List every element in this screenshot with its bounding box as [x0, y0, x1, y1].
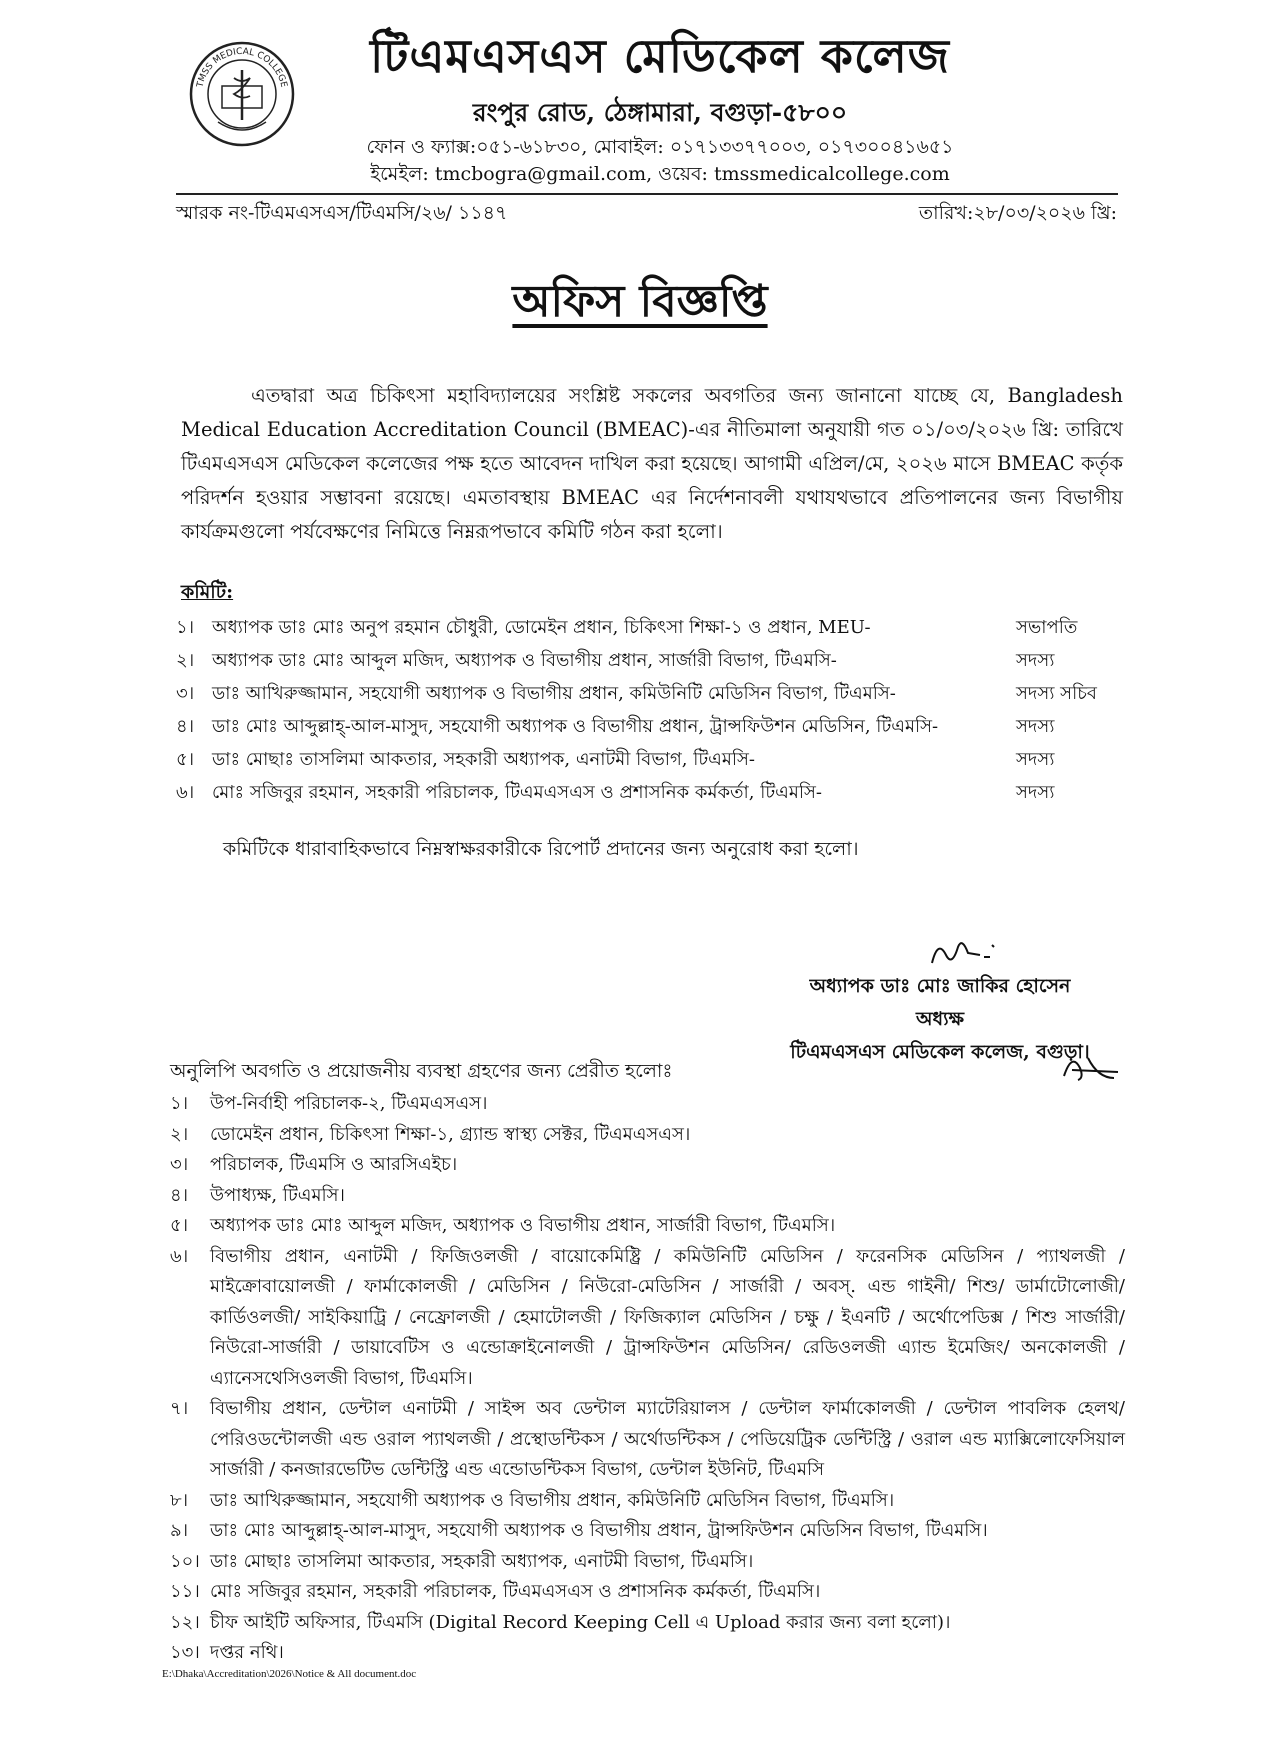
- copy-item: [170, 1547, 1125, 1578]
- copy-text: ডোমেইন প্রধান, চিকিৎসা শিক্ষা-১, গ্র্যান্ড স্বাস্থ্য সেক্টর, টিএমএসএস।: [210, 1123, 691, 1145]
- member-number: ৪।: [176, 716, 195, 737]
- member-details: অধ্যাপক ডাঃ মোঃ অনুপ রহমান চৌধুরী, ডোমেইন প্রধান, চিকিৎসা শিক্ষা-১ ও প্রধান, MEU-: [212, 617, 871, 638]
- member-details: মোঃ সজিবুর রহমান, সহকারী পরিচালক, টিএমএসএস ও প্রশাসনিক কর্মকর্তা, টিএমসি-: [212, 782, 822, 803]
- copy-text: বিভাগীয় প্রধান, ডেন্টাল এনাটমী / সাইন্স অব ডেন্টাল ম্যাটেরিয়ালস / ডেন্টাল ফার্মাকোলজী / ডেন্টাল পাবলিক হেলথ/ পেরিওডন্টোলজী এন্ড ওরাল প্যাথলজী / প্রস্থোডন্টিকস / অর্থোডন্টিকস / পেডিয়েট্রিক ডেন্টিস্ট্রি / ওরাল এন্ড ম্যাক্সিলোফেসিয়াল সার্জারী / কনজারভেটিভ ডেন্টিস্ট্রি এন্ড এন্ডোডন্টিকস বিভাগ, ডেন্টাল ইউনিট, টিএমসি: [210, 1398, 1125, 1480]
- copy-item: [170, 1577, 1125, 1608]
- copy-item: [170, 1394, 1125, 1486]
- file-path-footer: E:\Dhaka\Accreditation\2026\Notice & All document.doc: [162, 1668, 417, 1680]
- college-seal-logo: [188, 40, 296, 148]
- notice-body: এতদ্বারা অত্র চিকিৎসা মহাবিদ্যালয়ের সংশ্লিষ্ট সকলের অবগতির জন্য জানানো যাচ্ছে যে, Bangladesh Medical Education Accreditation Council (BMEAC)-এর নীতিমালা অনুযায়ী গত ০১/০৩/২০২৬ খ্রি: তারিখে টিএমএসএস মেডিকেল কলেজের পক্ষ হতে আবেদন দাখিল করা হয়েছে। আগামী এপ্রিল/মে, ২০২৬ মাসে BMEAC কর্তৃক পরিদর্শন হওয়ার সম্ভাবনা রয়েছে। এমতাবস্থায় BMEAC এর নির্দেশনাবলী যথাযথভাবে প্রতিপালনের জন্য বিভাগীয় কার্যক্রমগুলো পর্যবেক্ষণের নিমিত্তে নিম্নরূপভাবে কমিটি গঠন করা হলো।: [181, 384, 1123, 543]
- member-details: ডাঃ মোছাঃ তাসলিমা আকতার, সহকারী অধ্যাপক, এনাটমী বিভাগ, টিএমসি-: [212, 749, 755, 770]
- copy-item: [170, 1089, 1125, 1120]
- member-details: অধ্যাপক ডাঃ মোঃ আব্দুল মজিদ, অধ্যাপক ও বিভাগীয় প্রধান, সার্জারী বিভাগ, টিএমসি-: [212, 650, 837, 671]
- member-number: ১।: [176, 617, 195, 638]
- copy-number: ১০।: [170, 1550, 200, 1572]
- member-details: ডাঃ আখিরুজ্জামান, সহযোগী অধ্যাপক ও বিভাগীয় প্রধান, কমিউনিটি মেডিসিন বিভাগ, টিএমসি-: [212, 683, 896, 704]
- copy-text: উপ-নির্বাহী পরিচালক-২, টিএমএসএস।: [210, 1093, 488, 1114]
- memo-date: তারিখ:২৮/০৩/২০২৬ খ্রি:: [918, 202, 1117, 224]
- member-role: সদস্য: [1016, 749, 1055, 770]
- copy-number: ৯।: [170, 1520, 189, 1541]
- committee-list: [176, 612, 1136, 810]
- copy-number: ১৩।: [170, 1642, 200, 1663]
- copy-number: ৫।: [170, 1215, 189, 1236]
- copy-number: ৪।: [170, 1184, 189, 1206]
- copy-number: ২।: [170, 1123, 189, 1145]
- member-number: ৫।: [176, 749, 195, 770]
- copy-item: [170, 1486, 1125, 1517]
- copy-item: [170, 1608, 1125, 1639]
- committee-member: [176, 744, 1136, 777]
- signatory-name: অধ্যাপক ডাঃ মোঃ জাকির হোসেন: [809, 975, 1071, 997]
- member-role: সভাপতি: [1016, 617, 1078, 638]
- member-role: সদস্য সচিব: [1016, 683, 1097, 704]
- copy-number: ৬।: [170, 1245, 189, 1267]
- committee-member: [176, 645, 1136, 678]
- member-role: সদস্য: [1016, 782, 1055, 803]
- memo-number: স্মারক নং-টিএমএসএস/টিএমসি/২৬/ ১১৪৭: [176, 202, 508, 224]
- member-number: ২।: [176, 650, 195, 671]
- copy-text: ডাঃ মোছাঃ তাসলিমা আকতার, সহকারী অধ্যাপক, এনাটমী বিভাগ, টিএমসি।: [210, 1550, 754, 1572]
- copy-number: ৩।: [170, 1154, 189, 1175]
- copy-list: [170, 1089, 1125, 1669]
- copy-number: ১১।: [170, 1581, 200, 1602]
- copy-number: ৮।: [170, 1489, 189, 1511]
- copy-item: [170, 1638, 1125, 1669]
- member-number: ৩।: [176, 683, 195, 704]
- copy-number: ১।: [170, 1093, 189, 1114]
- copy-item: [170, 1516, 1125, 1547]
- copy-item: [170, 1181, 1125, 1212]
- college-name: টিএমএসএস মেডিকেল কলেজ: [370, 29, 950, 83]
- copy-number: ৭।: [170, 1398, 189, 1419]
- copy-item: [170, 1242, 1125, 1395]
- member-role: সদস্য: [1016, 650, 1055, 671]
- signatory-organization: টিএমএসএস মেডিকেল কলেজ, বগুড়া।: [790, 1041, 1090, 1063]
- copy-text: চীফ আইটি অফিসার, টিএমসি (Digital Record Keeping Cell এ Upload করার জন্য বলা হলো)।: [210, 1611, 951, 1633]
- college-address: রংপুর রোড, ঠেঙ্গামারা, বগুড়া-৫৮০০: [472, 98, 848, 127]
- copy-item: [170, 1150, 1125, 1181]
- member-role: সদস্য: [1016, 716, 1055, 737]
- committee-member: [176, 711, 1136, 744]
- copy-text: অধ্যাপক ডাঃ মোঃ আব্দুল মজিদ, অধ্যাপক ও বিভাগীয় প্রধান, সার্জারী বিভাগ, টিএমসি।: [210, 1215, 836, 1236]
- initial-mark: [1058, 1048, 1128, 1084]
- copy-text: উপাধ্যক্ষ, টিএমসি।: [210, 1184, 345, 1206]
- copy-intro: অনুলিপি অবগতি ও প্রয়োজনীয় ব্যবস্থা গ্রহণের জন্য প্রেরীত হলোঃ: [170, 1060, 673, 1082]
- notice-title: অফিস বিজ্ঞপ্তি: [512, 276, 768, 327]
- signatory-designation: অধ্যক্ষ: [915, 1008, 964, 1030]
- signature-mark: [928, 933, 998, 973]
- copy-text: দপ্তর নথি।: [210, 1642, 284, 1663]
- member-details: ডাঃ মোঃ আব্দুল্লাহ্-আল-মাসুদ, সহযোগী অধ্যাপক ও বিভাগীয় প্রধান, ট্রান্সফিউশন মেডিসিন, টিএমসি-: [212, 716, 939, 737]
- copy-text: মোঃ সজিবুর রহমান, সহকারী পরিচালক, টিএমএসএস ও প্রশাসনিক কর্মকর্তা, টিএমসি।: [210, 1581, 821, 1602]
- college-phone: ফোন ও ফ্যাক্স:০৫১-৬১৮৩০, মোবাইল: ০১৭১৩৩৭৭০০৩, ০১৭৩০০৪১৬৫১: [366, 136, 954, 158]
- svg-text:TMSS MEDICAL COLLEGE: TMSS MEDICAL COLLEGE: [195, 46, 289, 89]
- copy-text: ডাঃ আখিরুজ্জামান, সহযোগী অধ্যাপক ও বিভাগীয় প্রধান, কমিউনিটি মেডিসিন বিভাগ, টিএমসি।: [210, 1489, 895, 1511]
- copy-text: ডাঃ মোঃ আব্দুল্লাহ্-আল-মাসুদ, সহযোগী অধ্যাপক ও বিভাগীয় প্রধান, ট্রান্সফিউশন মেডিসিন বিভাগ, টিএমসি।: [210, 1520, 988, 1541]
- college-email: ইমেইল: tmcbogra@gmail.com, ওয়েব: tmssmedicalcollege.com: [370, 163, 950, 185]
- committee-member: [176, 612, 1136, 645]
- copy-item: [170, 1211, 1125, 1242]
- report-request: কমিটিকে ধারাবাহিকভাবে নিম্নস্বাক্ষরকারীকে রিপোর্ট প্রদানের জন্য অনুরোধ করা হলো।: [223, 838, 859, 860]
- committee-member: [176, 777, 1136, 810]
- committee-heading: কমিটি:: [181, 581, 234, 603]
- header-divider: [176, 193, 1118, 195]
- copy-text: পরিচালক, টিএমসি ও আরসিএইচ।: [210, 1154, 458, 1175]
- copy-number: ১২।: [170, 1611, 200, 1633]
- copy-item: [170, 1120, 1125, 1151]
- member-number: ৬।: [176, 782, 195, 803]
- committee-member: [176, 678, 1136, 711]
- copy-text: বিভাগীয় প্রধান, এনাটমী / ফিজিওলজী / বায়োকেমিষ্ট্রি / কমিউনিটি মেডিসিন / ফরেনসিক মেডিসিন / প্যাথলজী / মাইক্রোবায়োলজী / ফার্মাকোলজী / মেডিসিন / নিউরো-মেডিসিন / সার্জারী / অবস্. এন্ড গাইনী/ শিশু/ ডার্মাটোলোজী/ কার্ডিওলজী/ সাইকিয়াট্রি / নেফ্রোলজী / হেমাটোলজী / ফিজিক্যাল মেডিসিন / চক্ষু / ইএনটি / অর্থোপেডিক্স / শিশু সার্জারী/ নিউরো-সার্জারী / ডায়াবেটিস ও এন্ডোক্রাইনোলজী / ট্রান্সফিউশন মেডিসিন/ রেডিওলজী এ্যান্ড ইমেজিং/ অনকোলজী / এ্যানেসথেসিওলজী বিভাগ, টিএমসি।: [210, 1245, 1125, 1389]
